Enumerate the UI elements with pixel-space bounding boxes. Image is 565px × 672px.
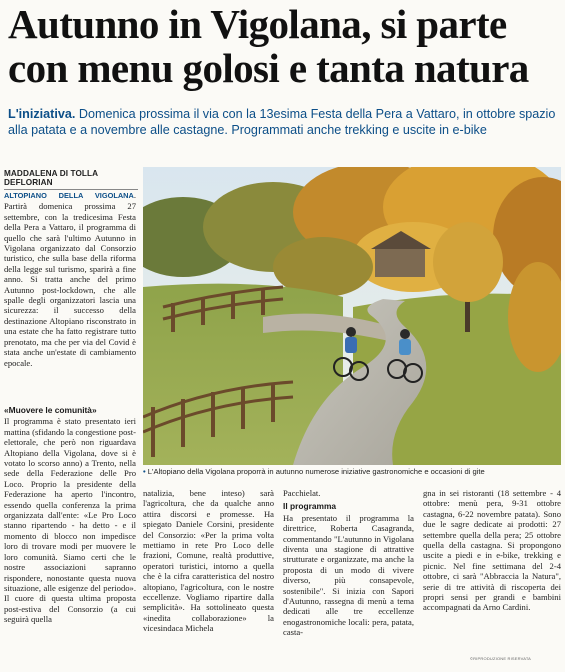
- lead-text: . Partirà domenica prossima 27 settembre, con la tredicesima Festa della Pera a Vattaro, il programma di quello che sarà l'ultimo Autunno in Vigolana organizzato dal Consorzio turistico, che sulla base della riforma della legge sul turismo, sparirà a fine anno. Si tratta anche del primo Autunno post-lockdown, che alle spalle degli organizzatori lascia una sicurezza: il successo della destinazione Altopiano risconstrato in una estate che ha fatto registrare tutto prenotato, ma che per via del Covid è stata anche un'estate di cambiamento epocale.: [4, 190, 136, 368]
- byline: MADDALENA DI TOLLA DEFLORIAN: [4, 169, 138, 190]
- column-4: [423, 488, 561, 664]
- kicker: L'iniziativa.: [8, 107, 76, 121]
- copyright-notice: ©RIPRODUZIONE RISERVATA: [470, 656, 532, 661]
- subhead: [8, 106, 560, 138]
- lead-paragraph: [4, 190, 136, 368]
- headline: Autunno in Vigolana, si parte con menu golosi e tanta natura: [8, 1, 529, 91]
- location-label: ALTOPIANO DELLA VIGOLANA: [4, 191, 134, 200]
- caption-text: L'Altopiano della Vigolana proporrà in autunno numerose iniziative gastronomiche e occasioni di gite: [147, 467, 485, 476]
- cyclists-path-photo: [143, 167, 561, 465]
- column-3: [283, 488, 414, 664]
- subhead-text: Domenica prossima il via con la 13esima Festa della Pera a Vattaro, in ottobre spazio alla patata e a novembre alle castagne. Programmati anche trekking e uscite in e-bike: [8, 107, 556, 137]
- column-2: [143, 488, 274, 664]
- column-3-lead: Pacchielat.: [283, 488, 321, 498]
- photo-caption: [143, 467, 561, 477]
- section-title: «Muovere le comunità»: [4, 405, 97, 415]
- section-title: Il programma: [283, 501, 337, 512]
- article-photo: [143, 167, 561, 465]
- column-1-top: [4, 190, 136, 400]
- column-2-text: natalizia, bene inteso) sarà l'agricoltura, che da qualche anno attira discorsi e promesse. Ha spiegato Daniele Corsini, presidente del Consorzio: «Per la prima volta mettiamo in rete Pro Loco delle frazioni, Comune, realtà produttive, operatori turistici, intorno a quella che è la cifra caratteristica del nostro altopiano, l'agricoltura, con le nostre eccellenze. Vogliamo ripartire dalla semplicità». Ha sottolineato questa «inedita collaborazione» la vicesindaca Michela: [143, 488, 274, 634]
- caption-bullet: •: [143, 467, 146, 476]
- section-text: Il programma è stato presentato ieri mattina (sfidando la congestione post-elettorale, che però non riguardava Altopiano della Vigolana, dove si è votato lo scorso anno) a Trento, nella sede della Federazione delle Pro Loco. Proprio la presidente della Federazione ha aperto l'incontro, essendo quella conferenza la prima organizzata dall'ente: «Le Pro Loco stanno ripartendo - ha detto - e il momento di blocco non impedisce loro di trovare modi per muovere le loro comunità. Siamo certi che le nostre associazioni sapranno rispondere, nonostante questa nuova situazione, alle esigenze del periodo». Il cuore di questa ultima proposta post-estiva del Consorzio (a cui seguirà quella: [4, 416, 136, 625]
- section-text: Ha presentato il programma la direttrice, Roberta Casagranda, commentando "L'autunno in Vigolana diventa una stagione di attrattive strutturate e organizzate, ma anche la proposta di un modo di vivere diverso, più consapevole, sostenibile". Si inizia con Sapori d'Autunno, rassegna di menù a tema dedicati alle tre eccellenze enogastronomiche locali: pera, patata, casta-: [283, 512, 414, 638]
- column-1-bottom: [4, 402, 136, 662]
- column-4-text: gna in sei ristoranti (18 settembre - 4 ottobre: menù pera, 9-31 ottobre castagna, 6-22 novembre patata). Sono due le sagre dedicate ai prodotti: 27 settembre quella della pera; 25 ottobre quella della castagna. Si propongono uscite a piedi e in e-bike, trekking e picnic. Nel fine settimana del 2-4 ottobre, ci sarà "Abbraccia la Natura", serie di tre attività di riscoperta dei propri sensi per grandi e bambini accompagnati da Arno Cardini.: [423, 488, 561, 613]
